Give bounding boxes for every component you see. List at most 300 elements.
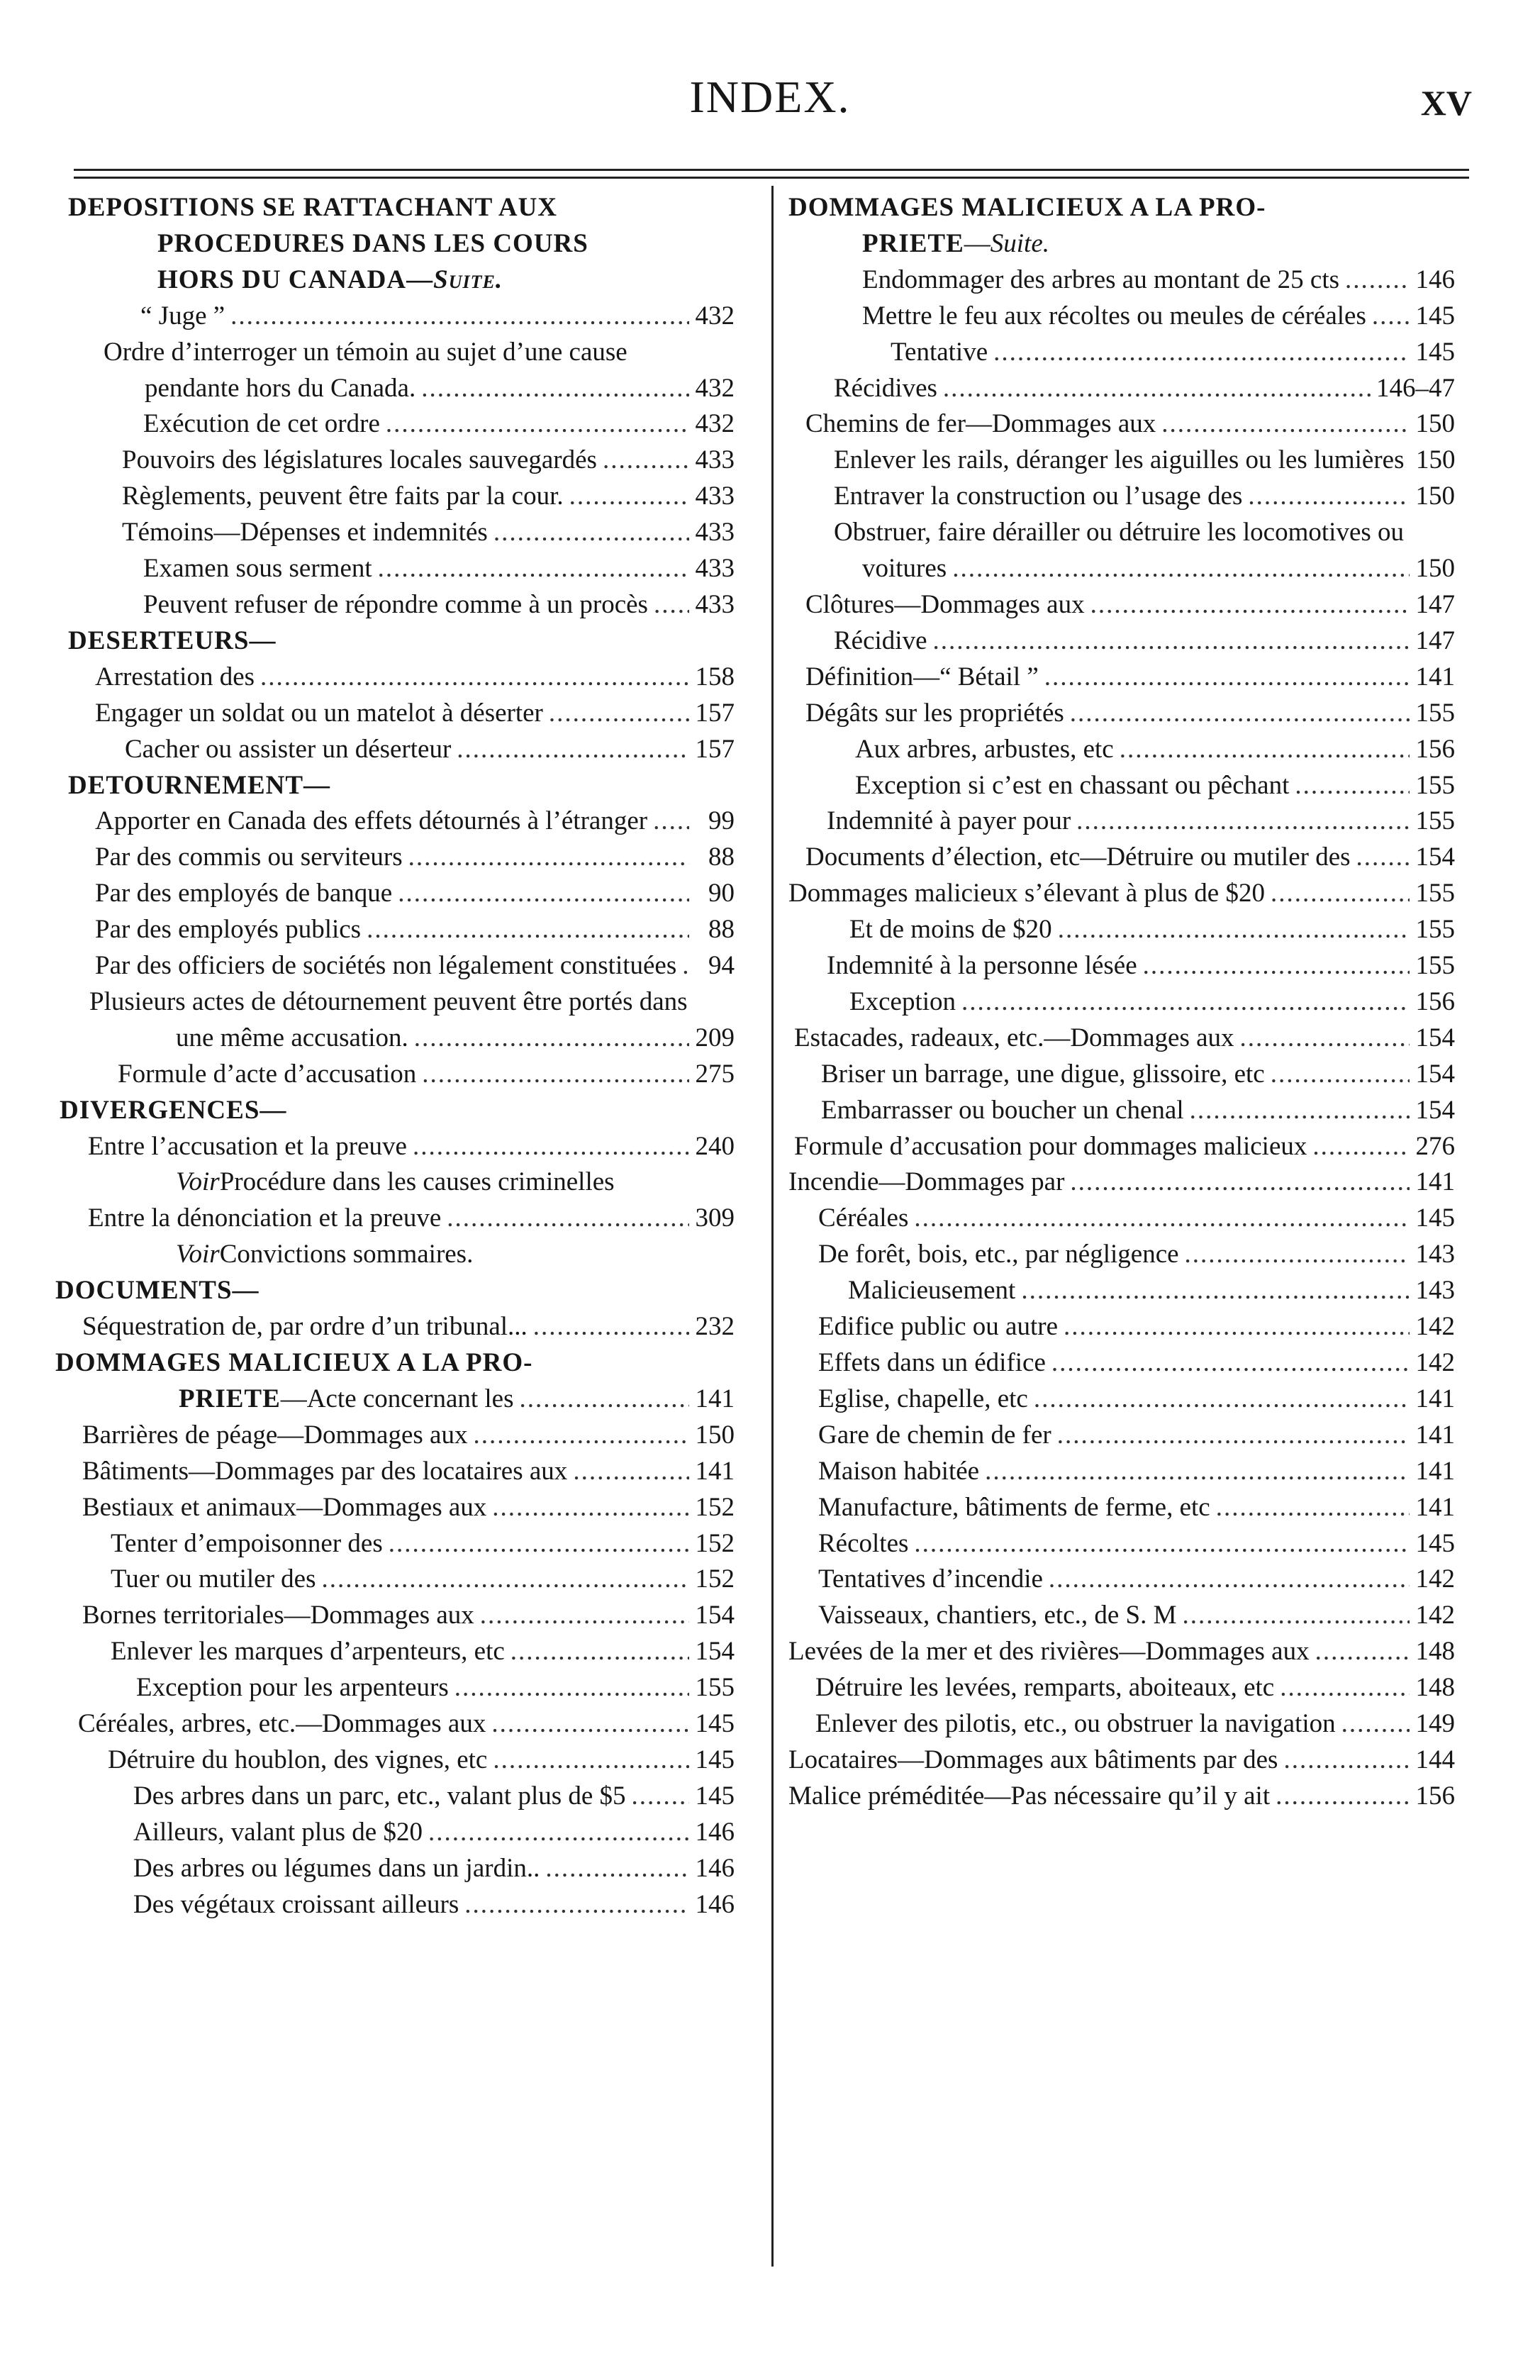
page-reference: 209: [695, 1023, 735, 1052]
dot-leader: [1064, 1309, 1410, 1345]
entry-text: Ailleurs, valant plus de $20: [133, 1817, 423, 1847]
dot-leader: [1271, 1057, 1410, 1093]
entry-text: Bâtiments—Dommages par des locataires aux: [82, 1456, 568, 1486]
index-entry: [68, 1237, 735, 1273]
index-entry-line: [818, 1562, 1455, 1598]
index-entry-line: [818, 1526, 1455, 1562]
index-entry-line: [818, 1309, 1455, 1345]
index-entry: [788, 1201, 1455, 1237]
dot-leader: [573, 1454, 689, 1490]
index-entry: [788, 335, 1455, 371]
dot-leader: [1345, 262, 1410, 299]
page-reference: 145: [1415, 1203, 1455, 1233]
entry-text: Détruire du houblon, des vignes, etc: [108, 1745, 488, 1774]
entry-text: Des végétaux croissant ailleurs: [133, 1889, 459, 1919]
dot-leader: [1120, 732, 1410, 768]
index-entry: [55, 1273, 735, 1309]
index-entry: [68, 479, 735, 515]
dot-leader: [603, 443, 689, 479]
dot-leader: [493, 1742, 689, 1779]
index-entry-line: [122, 443, 735, 479]
dot-leader: [549, 696, 689, 732]
index-entry: [788, 1418, 1455, 1454]
page-reference: 276: [1415, 1131, 1455, 1161]
entry-text: De forêt, bois, etc., par négligence: [818, 1240, 1179, 1269]
index-entry-line: [834, 371, 1455, 407]
index-entry: [788, 1237, 1455, 1273]
dot-leader: [454, 1670, 689, 1706]
entry-text: —Acte concernant les: [280, 1384, 514, 1413]
index-entry: [68, 1815, 735, 1851]
dot-leader: [389, 1526, 689, 1562]
index-entry-line: [834, 551, 1455, 587]
page-reference: 146: [695, 1889, 735, 1919]
page-reference: 150: [1415, 409, 1455, 439]
dot-leader: [654, 587, 689, 623]
dot-leader: [457, 732, 689, 768]
page-reference: 432: [695, 409, 735, 439]
entry-text: Enlever les marques d’arpenteurs, etc: [111, 1637, 505, 1667]
index-entry-line: [82, 1309, 735, 1345]
page-reference: 141: [1415, 1384, 1455, 1413]
index-entry: [788, 515, 1455, 587]
page-reference: 146: [695, 1817, 735, 1847]
dot-leader: [1070, 696, 1410, 732]
page-reference: 145: [695, 1781, 735, 1811]
index-column-left: [55, 190, 735, 1923]
entry-text: DEPOSITIONS SE RATTACHANT AUX: [68, 193, 558, 222]
page-reference: 88: [708, 843, 735, 872]
dot-leader: [952, 551, 1410, 587]
index-entry-line: [133, 1851, 735, 1887]
page-reference: 152: [695, 1492, 735, 1522]
entry-text: Dégâts sur les propriétés: [805, 698, 1064, 728]
page-reference: 433: [695, 554, 735, 584]
entry-text: Mettre le feu aux récoltes ou meules de céréales: [862, 301, 1366, 330]
entry-text: Effets dans un édifice: [818, 1348, 1046, 1377]
entry-text: Récidives: [834, 373, 937, 403]
index-entry-line: [815, 1706, 1455, 1742]
dot-leader: [422, 1057, 689, 1093]
index-entry-line: [95, 948, 735, 984]
dot-leader: [1372, 299, 1410, 335]
index-entry: [68, 1634, 735, 1670]
index-entry: [788, 803, 1455, 840]
index-entry-line: [815, 1670, 1455, 1706]
dot-leader: [993, 335, 1410, 371]
entry-text: Enlever les rails, déranger les aiguilles ou les lumières: [834, 445, 1405, 475]
index-entry: [68, 1742, 735, 1779]
index-entry-line: [788, 190, 1455, 226]
page-header: [0, 71, 1540, 135]
index-entry: [68, 1490, 735, 1526]
index-entry-line: [143, 406, 735, 443]
index-entry-line: [82, 1454, 735, 1490]
dot-leader: [414, 1021, 689, 1057]
index-entry: [788, 190, 1455, 226]
dot-leader: [260, 660, 689, 696]
index-entry: [788, 1742, 1455, 1779]
index-column-right: [788, 190, 1455, 1815]
index-entry: [788, 1093, 1455, 1129]
index-entry: [788, 1598, 1455, 1634]
index-entry-line: [82, 1418, 735, 1454]
page-reference: 157: [695, 734, 735, 764]
entry-text: Séquestration de, par ordre d’un tribunal...: [82, 1312, 528, 1342]
index-entry-line: [818, 1237, 1455, 1273]
index-entry: [68, 262, 735, 299]
index-entry: [68, 1057, 735, 1093]
entry-text: Récidive: [834, 625, 927, 655]
page-reference: 154: [1415, 1059, 1455, 1089]
dot-leader: [1240, 1021, 1410, 1057]
page-reference: 142: [1415, 1312, 1455, 1342]
page-reference: 155: [1415, 915, 1455, 945]
page-reference: 148: [1415, 1637, 1455, 1667]
index-entry: [788, 1309, 1455, 1345]
index-entry-line: [157, 226, 735, 262]
index-entry-line: [68, 768, 735, 804]
dot-leader: [1161, 406, 1410, 443]
index-entry: [68, 1129, 735, 1165]
page-reference: 143: [1415, 1240, 1455, 1269]
page-reference: 141: [1415, 1420, 1455, 1450]
page-reference: 150: [1415, 445, 1456, 475]
entry-text: Entre l’accusation et la preuve: [88, 1131, 407, 1161]
index-entry-line: [140, 299, 735, 335]
dot-leader: [1312, 1129, 1410, 1165]
index-entry-line: [125, 732, 735, 768]
page-reference: 154: [695, 1601, 735, 1630]
page-reference: 155: [1415, 806, 1455, 836]
entry-text: Endommager des arbres au montant de 25 cts: [862, 265, 1339, 294]
dot-leader: [653, 803, 689, 840]
index-entry-line: [788, 1634, 1455, 1670]
index-entry: [68, 1779, 735, 1815]
index-entry-line: [849, 984, 1455, 1021]
index-entry-line: [68, 190, 735, 226]
page-reference: 155: [1415, 698, 1455, 728]
column-divider: [771, 186, 774, 2267]
index-entry: [68, 1887, 735, 1923]
index-entry: [68, 1526, 735, 1562]
page-reference: 240: [695, 1131, 735, 1161]
entry-text: Embarrasser ou boucher un chenal: [821, 1095, 1184, 1125]
page-reference: 155: [1415, 879, 1455, 908]
entry-text: Procédure dans les causes criminelles: [219, 1167, 615, 1197]
entry-text: HORS DU CANADA—: [157, 265, 434, 294]
entry-text: Récoltes: [818, 1528, 909, 1558]
entry-text: Indemnité à payer pour: [827, 806, 1071, 836]
index-entry-line: [849, 912, 1455, 948]
index-entry-line: [855, 768, 1455, 804]
index-entry-line: [157, 262, 735, 299]
entry-text: Par des commis ou serviteurs: [95, 843, 403, 872]
index-entry-line: [834, 515, 1455, 551]
dot-leader: [398, 876, 689, 912]
index-entry: [788, 984, 1455, 1021]
entry-text: Convictions sommaires.: [219, 1240, 474, 1269]
index-entry: [788, 768, 1455, 804]
page-reference: 142: [1415, 1601, 1455, 1630]
index-entry-line: [818, 1418, 1455, 1454]
index-entry: [68, 1562, 735, 1598]
entry-text: Examen sous serment: [143, 554, 372, 584]
index-entry-line: [122, 515, 735, 551]
page-reference: 88: [708, 915, 735, 945]
dot-leader: [428, 1815, 689, 1851]
page-reference: 150: [1415, 554, 1455, 584]
index-entry-line: [794, 1129, 1455, 1165]
dot-leader: [1021, 1273, 1410, 1309]
index-entry: [68, 1454, 735, 1490]
page-reference: 145: [1415, 337, 1455, 367]
index-entry: [55, 1345, 735, 1381]
index-entry: [68, 912, 735, 948]
index-entry: [68, 1706, 735, 1742]
entry-text: Suite.: [990, 228, 1049, 258]
entry-text: Règlements, peuvent être faits par la cour.: [122, 482, 564, 511]
dot-leader: [386, 406, 689, 443]
index-entry-line: [133, 1887, 735, 1923]
index-entry-line: [834, 479, 1455, 515]
index-entry-line: [827, 948, 1455, 984]
index-entry-line: [805, 840, 1455, 876]
dot-leader: [545, 1851, 689, 1887]
entry-text: Estacades, radeaux, etc.—Dommages aux: [794, 1023, 1234, 1052]
entry-text: DOMMAGES MALICIEUX A LA PRO-: [788, 193, 1266, 222]
dot-leader: [914, 1526, 1410, 1562]
page-reference: 145: [695, 1745, 735, 1774]
entry-text: Voir: [176, 1167, 220, 1197]
page-reference: 141: [1415, 1167, 1455, 1197]
index-entry-line: [176, 1164, 735, 1201]
page-reference: 433: [695, 518, 735, 547]
entry-text: Pouvoirs des législatures locales sauvegardés: [122, 445, 597, 475]
index-entry: [68, 587, 735, 623]
entry-text: Briser un barrage, une digue, glissoire, etc: [821, 1059, 1265, 1089]
entry-text: Manufacture, bâtiments de ferme, etc: [818, 1492, 1210, 1522]
index-entry-line: [95, 840, 735, 876]
index-entry-line: [95, 912, 735, 948]
entry-text: Par des employés de banque: [95, 879, 393, 908]
index-entry-line: [805, 406, 1455, 443]
dot-leader: [1248, 479, 1410, 515]
page-reference: 232: [695, 1312, 735, 1342]
index-entry: [788, 1273, 1455, 1309]
dot-leader: [1276, 1779, 1410, 1815]
page-reference: 309: [695, 1203, 735, 1233]
header-rule: [74, 169, 1469, 171]
index-entry: [788, 479, 1455, 515]
dot-leader: [1143, 948, 1410, 984]
dot-leader: [1283, 1742, 1410, 1779]
entry-text: Barrières de péage—Dommages aux: [82, 1420, 468, 1450]
index-entry-line: [88, 1129, 735, 1165]
entry-text: Formule d’accusation pour dommages malicieux: [794, 1131, 1307, 1161]
index-entry: [788, 1670, 1455, 1706]
page-reference: 158: [695, 662, 735, 691]
entry-text: Formule d’acte d’accusation: [118, 1059, 417, 1089]
index-entry-line: [122, 479, 735, 515]
dot-leader: [1183, 1598, 1410, 1634]
index-entry-line: [111, 1526, 735, 1562]
page-reference: 433: [695, 589, 735, 619]
index-entry-line: [821, 1093, 1455, 1129]
index-entry-line: [88, 1201, 735, 1237]
index-entry-line: [108, 1742, 735, 1779]
index-entry: [788, 1164, 1455, 1201]
entry-text: Incendie—Dommages par: [788, 1167, 1065, 1197]
index-entry: [68, 299, 735, 335]
index-entry: [68, 768, 735, 804]
dot-leader: [321, 1562, 689, 1598]
dot-leader: [1070, 1164, 1410, 1201]
entry-text: Des arbres dans un parc, etc., valant plus de $5: [133, 1781, 626, 1811]
page-reference: 154: [1415, 1023, 1455, 1052]
entry-text: Par des officiers de sociétés non légalement constituées: [95, 951, 677, 981]
entry-text: DOMMAGES MALICIEUX A LA PRO-: [55, 1348, 533, 1377]
index-entry-line: [848, 1273, 1455, 1309]
entry-text: Maison habitée: [818, 1456, 980, 1486]
page-reference: 94: [708, 951, 735, 981]
page-reference: 141: [695, 1456, 735, 1486]
index-entry-line: [55, 1273, 735, 1309]
page-reference: 141: [1415, 1456, 1455, 1486]
entry-text: Par des employés publics: [95, 915, 362, 945]
index-entry-line: [55, 1345, 735, 1381]
index-entry: [788, 1779, 1455, 1815]
page-reference: 154: [1415, 843, 1455, 872]
index-entry-line: [143, 551, 735, 587]
index-entry-line: [133, 1815, 735, 1851]
entry-text: Peuvent refuser de répondre comme à un procès: [143, 589, 648, 619]
index-entry-line: [95, 876, 735, 912]
index-entry: [68, 623, 735, 660]
index-entry-line: [827, 803, 1455, 840]
header-rule: [74, 177, 1469, 179]
dot-leader: [413, 1129, 689, 1165]
page-reference: 155: [695, 1673, 735, 1703]
dot-leader: [632, 1779, 689, 1815]
index-entry-line: [788, 876, 1455, 912]
dot-leader: [1271, 876, 1410, 912]
page-reference: 144: [1415, 1745, 1455, 1774]
entry-text: Tuer ou mutiler des: [111, 1564, 316, 1594]
page-reference: 157: [695, 698, 735, 728]
index-entry: [788, 1381, 1455, 1418]
index-entry: [68, 443, 735, 479]
index-entry-line: [834, 443, 1455, 479]
entry-text: Entraver la construction ou l’usage des: [834, 482, 1243, 511]
index-entry-line: [818, 1381, 1455, 1418]
dot-leader: [408, 840, 689, 876]
index-entry: [788, 1490, 1455, 1526]
index-entry: [788, 587, 1455, 623]
index-entry: [68, 1201, 735, 1237]
entry-text: Malicieusement: [848, 1276, 1016, 1306]
index-entry: [68, 1164, 735, 1201]
entry-text: PROCEDURES DANS LES COURS: [157, 228, 588, 258]
index-entry: [788, 696, 1455, 732]
entry-text: Exécution de cet ordre: [143, 409, 380, 439]
dot-leader: [1185, 1237, 1410, 1273]
index-entry: [788, 299, 1455, 335]
index-entry-line: [818, 1345, 1455, 1381]
page-reference: 145: [1415, 1528, 1455, 1558]
index-entry-line: [862, 226, 1455, 262]
index-entry: [788, 840, 1455, 876]
index-entry-line: [89, 984, 735, 1021]
index-entry: [68, 190, 735, 226]
dot-leader: [421, 371, 689, 407]
dot-leader: [1076, 803, 1410, 840]
entry-text: PRIETE: [179, 1384, 281, 1413]
entry-text: Exception pour les arpenteurs: [136, 1673, 449, 1703]
index-entry-line: [78, 1706, 735, 1742]
page-reference: 90: [708, 879, 735, 908]
index-entry: [788, 262, 1455, 299]
index-entry: [788, 1057, 1455, 1093]
page-reference: 146: [1415, 265, 1455, 294]
page-reference: 146–47: [1376, 373, 1455, 403]
dot-leader: [510, 1634, 689, 1670]
index-entry: [68, 1418, 735, 1454]
page-reference: 156: [1415, 986, 1455, 1016]
entry-text: Chemins de fer—Dommages aux: [805, 409, 1156, 439]
index-entry-line: [60, 1093, 735, 1129]
entry-text: Documents d’élection, etc—Détruire ou mutiler des: [805, 843, 1351, 872]
dot-leader: [1280, 1670, 1410, 1706]
dot-leader: [1216, 1490, 1410, 1526]
page-reference: 156: [1415, 734, 1455, 764]
index-entry-line: [805, 696, 1455, 732]
dot-leader: [493, 515, 689, 551]
entry-text: —: [964, 228, 991, 258]
dot-leader: [1034, 1381, 1410, 1418]
page-reference: 155: [1415, 951, 1455, 981]
index-entry: [68, 948, 735, 984]
dot-leader: [520, 1381, 689, 1418]
dot-leader: [943, 371, 1371, 407]
page-reference: 145: [695, 1709, 735, 1739]
entry-text: voitures: [862, 554, 947, 584]
index-entry-line: [95, 803, 735, 840]
entry-text: Arrestation des: [95, 662, 255, 691]
index-entry-line: [805, 587, 1455, 623]
index-entry: [68, 1309, 735, 1345]
entry-text: une même accusation.: [176, 1023, 408, 1052]
index-entry: [788, 1345, 1455, 1381]
index-entry-line: [95, 660, 735, 696]
entry-text: Tenter d’empoisonner des: [111, 1528, 383, 1558]
page-reference: 433: [695, 445, 735, 475]
index-entry: [68, 1381, 735, 1418]
page-reference: 99: [708, 806, 735, 836]
index-entry-line: [133, 1779, 735, 1815]
page-reference: 154: [1415, 1095, 1455, 1125]
page-reference: 156: [1415, 1781, 1455, 1811]
index-entry: [60, 1093, 735, 1129]
index-entry-line: [862, 262, 1455, 299]
index-entry: [788, 1021, 1455, 1057]
entry-text: Locataires—Dommages aux bâtiments par des: [788, 1745, 1278, 1774]
entry-text: Céréales, arbres, etc.—Dommages aux: [78, 1709, 486, 1739]
index-entry-line: [143, 587, 735, 623]
index-entry-line: [862, 299, 1455, 335]
index-entry: [788, 443, 1455, 479]
dot-leader: [378, 551, 689, 587]
